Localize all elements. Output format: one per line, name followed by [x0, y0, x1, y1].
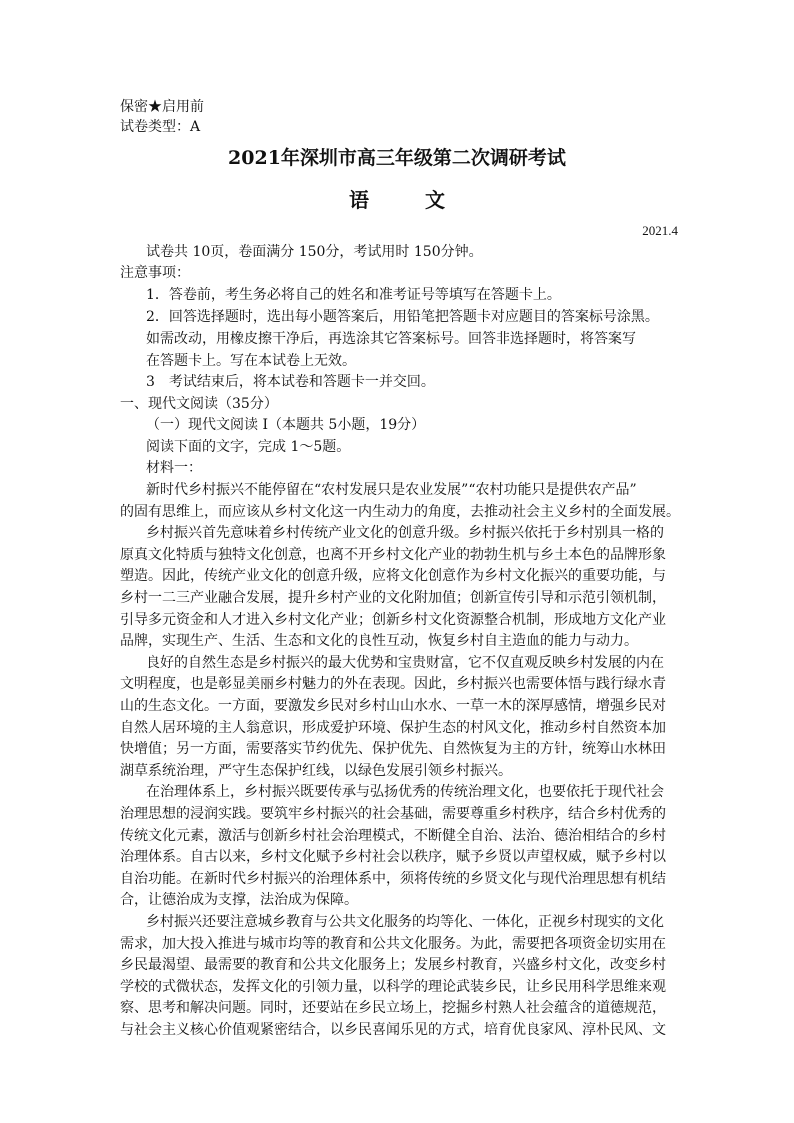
- paragraph-line: 湖草系统治理，严守生态保护红线，以绿色发展引领乡村振兴。: [120, 763, 512, 779]
- section-heading: 一、现代文阅读（35分）: [120, 396, 278, 412]
- paragraph-line: 乡村振兴还要注意城乡教育与公共文化服务的均等化、一体化，正视乡村现实的文化: [146, 914, 664, 930]
- paragraph-line: 乡村一二三产业融合发展，提升乡村产业的文化附加值；创新宣传引导和示范引领机制，: [120, 590, 666, 606]
- paragraph-line: 需求，加大投入推进与城市均等的教育和公共文化服务。为此，需要把各项资金切实用在: [120, 936, 666, 952]
- paragraph-line: 良好的自然生态是乡村振兴的最大优势和宝贵财富，它不仅直观反映乡村发展的内在: [146, 655, 664, 671]
- paragraph-line: 治理体系。自古以来，乡村文化赋予乡村社会以秩序，赋予乡贤以声望权威，赋予乡村以: [120, 849, 666, 865]
- paragraph-line: 山的生态文化。一方面，要激发乡民对乡村山山水水、一草一木的深厚感情，增强乡民对: [120, 698, 666, 714]
- notice-item: 1．答卷前，考生务必将自己的姓名和准考证号等填写在答题卡上。: [146, 287, 561, 303]
- paragraph-line: 文明程度，也是彰显美丽乡村魅力的外在表现。因此，乡村振兴也需要体悟与践行绿水青: [120, 676, 666, 692]
- notice-item: 如需改动，用橡皮擦干净后，再选涂其它答案标号。回答非选择题时，将答案写: [146, 331, 636, 347]
- paragraph-line: 乡村振兴首先意味着乡村传统产业文化的创意升级。乡村振兴依托于乡村别具一格的: [146, 525, 664, 541]
- paragraph-line: 新时代乡村振兴不能停留在“农村发展只是农业发展”“农村功能只是提供农产品”: [146, 482, 637, 498]
- paragraph-line: 乡民最渴望、最需要的教育和公共文化服务上；发展乡村教育，兴盛乡村文化，改变乡村: [120, 957, 666, 973]
- notice-item: 2．回答选择题时，选出每小题答案后，用铅笔把答题卡对应题目的答案标号涂黑。: [146, 309, 659, 325]
- paragraph-line: 合，让德治成为支撑，法治成为保障。: [120, 892, 358, 908]
- paragraph-line: 快增值；另一方面，需要落实节约优先、保护优先、自然恢复为主的方针，统筹山水林田: [120, 741, 666, 757]
- confidential-label: 保密★启用前: [120, 99, 204, 115]
- paragraph-line: 学校的式微状态，发挥文化的引领力量，以科学的理论武装乡民，让乡民用科学思维来观: [120, 979, 666, 995]
- paragraph-line: 自治功能。在新时代乡村振兴的治理体系中，须将传统的乡贤文化与现代治理思想有机结: [120, 871, 666, 887]
- paragraph-line: 品牌，实现生产、生活、生态和文化的良性互动，恢复乡村自主造血的能力与动力。: [120, 633, 638, 649]
- reading-instruction: 阅读下面的文字，完成 1～5题。: [146, 439, 351, 455]
- exam-title: 2021年深圳市高三年级第二次调研考试: [228, 147, 566, 169]
- notice-item: 3 考试结束后，将本试卷和答题卡一并交回。: [146, 374, 435, 390]
- paragraph-line: 自然人居环境的主人翁意识，形成爱护环境、保护生态的村风文化，推动乡村自然资本加: [120, 720, 666, 736]
- paragraph-line: 引导多元资金和人才进入乡村文化产业；创新乡村文化资源整合机制，形成地方文化产业: [120, 612, 666, 628]
- paragraph-line: 在治理体系上，乡村振兴既要传承与弘扬优秀的传统治理文化，也要依托于现代社会: [146, 784, 664, 800]
- paragraph-line: 治理思想的浸润实践。要筑牢乡村振兴的社会基础，需要尊重乡村秩序，结合乡村优秀的: [120, 806, 666, 822]
- paragraph-line: 的固有思维上，而应该从乡村文化这一内生动力的角度，去推动社会主义乡村的全面发展。: [120, 504, 680, 520]
- exam-info: 试卷共 10页，卷面满分 150分，考试用时 150分钟。: [146, 244, 483, 260]
- subject-title: 语 文: [349, 188, 463, 212]
- paragraph-line: 察、思考和解决问题。同时，还要站在乡民立场上，挖掘乡村熟人社会蕴含的道德规范，: [120, 1000, 666, 1016]
- paper-type-label: 试卷类型：A: [120, 119, 201, 135]
- paragraph-line: 与社会主义核心价值观紧密结合，以乡民喜闻乐见的方式，培育优良家风、淳朴民风、文: [120, 1022, 666, 1038]
- paragraph-line: 传统文化元素，激活与创新乡村社会治理模式，不断健全自治、法治、德治相结合的乡村: [120, 828, 666, 844]
- exam-date: 2021.4: [642, 223, 678, 238]
- notice-item: 在答题卡上。写在本试卷上无效。: [146, 353, 356, 369]
- subsection-heading: （一）现代文阅读 I（本题共 5小题，19分）: [146, 417, 426, 433]
- paragraph-line: 塑造。因此，传统产业文化的创意升级，应将文化创意作为乡村文化振兴的重要功能，与: [120, 568, 666, 584]
- notice-label: 注意事项：: [120, 265, 190, 281]
- material-label: 材料一：: [146, 460, 202, 476]
- paragraph-line: 原真文化特质与独特文化创意，也离不开乡村文化产业的勃勃生机与乡土本色的品牌形象: [120, 547, 666, 563]
